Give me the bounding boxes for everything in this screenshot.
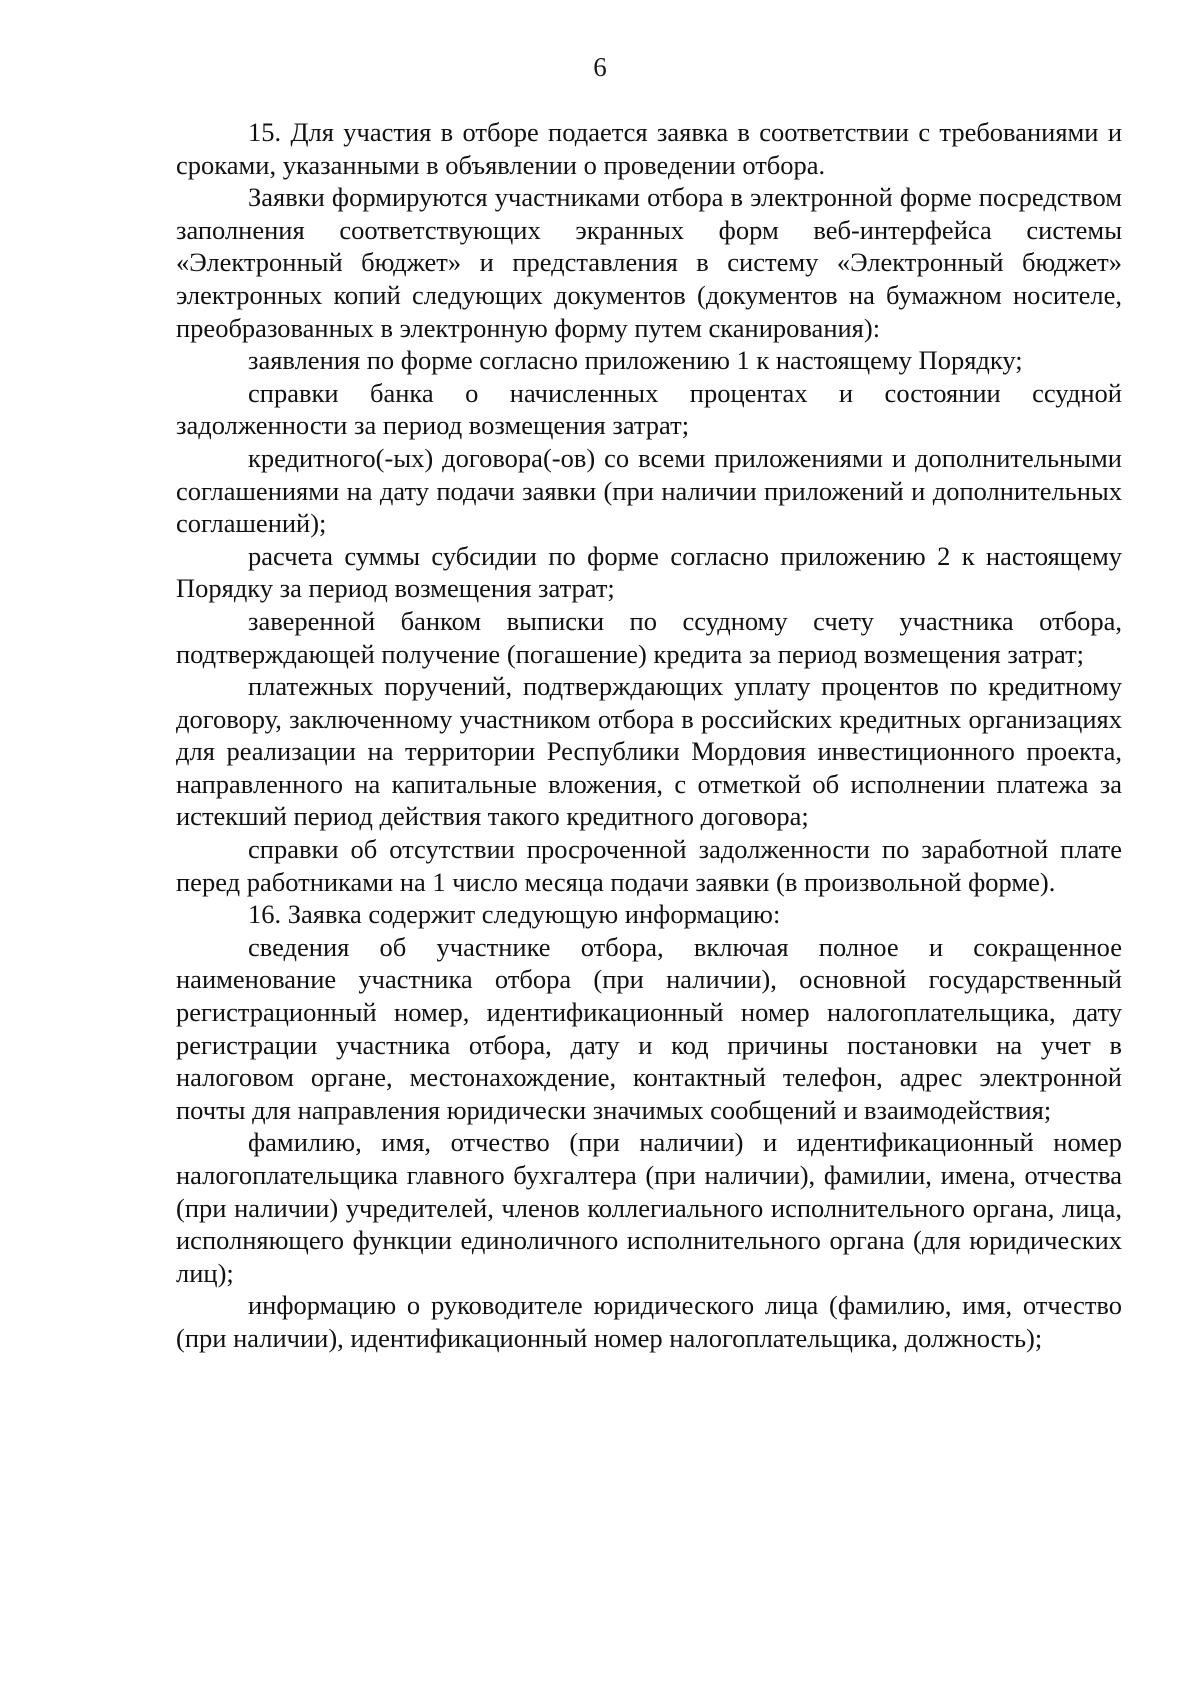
list-item-no-wage-debt: справки об отсутствии просроченной задолженности по заработной плате перед работниками на 1 число месяца подачи заявки (в произвольной форме). [176, 834, 1122, 897]
list-item-bank-certificate: справки банка о начисленных процентах и состоянии ссудной задолженности за период возмещения затрат; [176, 377, 1122, 441]
list-item-head-info: информацию о руководителе юридического лица (фамилию, имя, отчество (при наличии), идентификационный номер налогоплательщика, должность); [176, 1290, 1122, 1353]
list-item-accountant-founders: фамилию, имя, отчество (при наличии) и идентификационный номер налогоплательщика главного бухгалтера (при наличии), фамилии, имена, отчества (при наличии) учредителей, членов коллегиального исполнительного органа, лица, исполняющего функции единоличного исполнительного органа (для юридических лиц); [176, 1127, 1122, 1288]
paragraph-application-forming: Заявки формируются участниками отбора в электронной форме посредством заполнения соответствующих экранных форм веб-интерфейса системы «Электронный бюджет» и представления в систему «Электронный бюджет» электронных копий следующих документов (документов на бумажном носителе, преобразованных в электронную форму путем сканирования): [176, 182, 1122, 343]
list-item-subsidy-calculation: расчета суммы субсидии по форме согласно приложению 2 к настоящему Порядку за период возмещения затрат; [176, 540, 1122, 604]
list-item-payment-orders: платежных поручений, подтверждающих уплату процентов по кредитному договору, заключенному участником отбора в российских кредитных организациях для реализации на территории Республики Мордовия инвестиционного проекта, направленного на капитальные вложения, с отметкой об исполнении платежа за истекший период действия такого кредитного договора; [176, 671, 1122, 832]
page-number: 6 [593, 52, 607, 82]
list-item-participant-info: сведения об участнике отбора, включая полное и сокращенное наименование участника отбора (при наличии), основной государственный регистрационный номер, идентификационный номер налогоплательщика, дату регистрации участника отбора, дату и код причины постановки на учет в налоговом органе, местонахождение, контактный телефон, адрес электронной почты для направления юридически значимых сообщений и взаимодействия; [176, 931, 1122, 1125]
list-item-bank-statement: заверенной банком выписки по ссудному счету участника отбора, подтверждающей получение (погашение) кредита за период возмещения затрат; [176, 605, 1122, 669]
list-item-credit-agreement: кредитного(-ых) договора(-ов) со всеми приложениями и дополнительными соглашениями на дату подачи заявки (при наличии приложений и дополнительных соглашений); [176, 442, 1122, 539]
paragraph-15-intro: 15. Для участия в отборе подается заявка в соответствии с требованиями и сроками, указанными в объявлении о проведении отбора. [176, 117, 1122, 180]
document-body [176, 116, 1122, 1355]
list-item-statement: заявления по форме согласно приложению 1 к настоящему Порядку; [248, 345, 1023, 376]
paragraph-16-intro: 16. Заявка содержит следующую информацию: [248, 899, 781, 930]
